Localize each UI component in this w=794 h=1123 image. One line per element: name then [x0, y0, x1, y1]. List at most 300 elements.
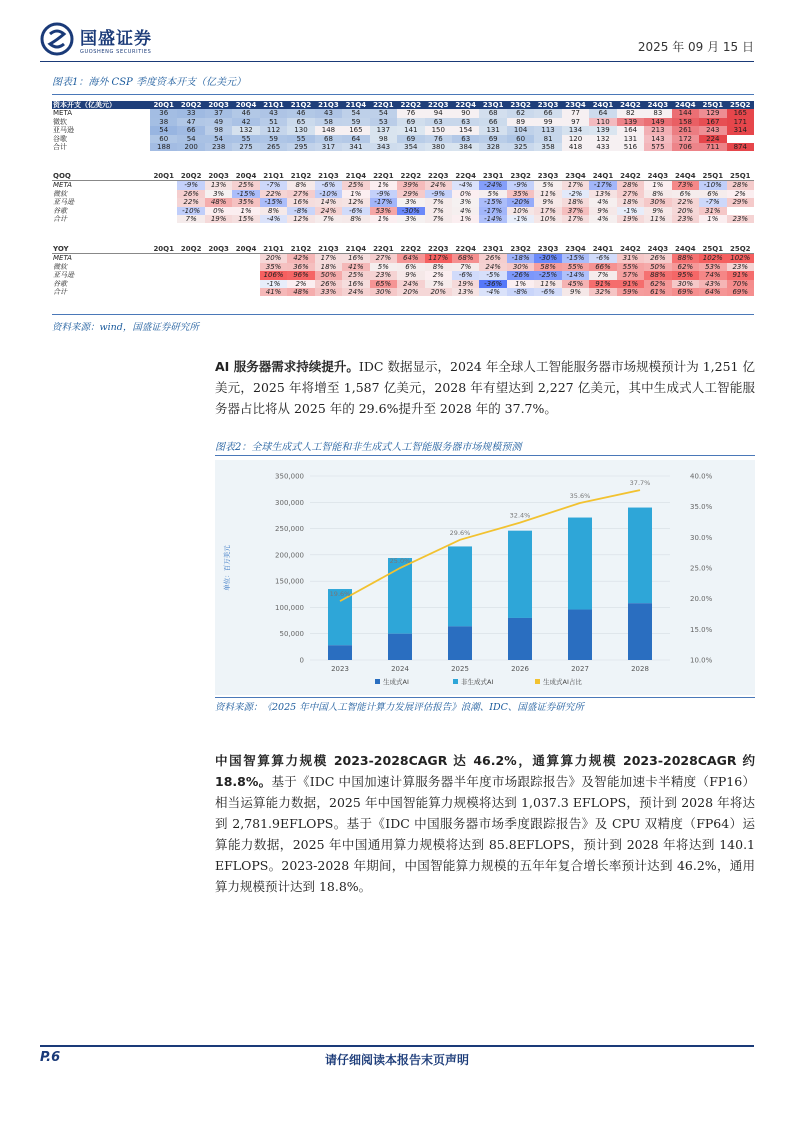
table-cell: 343	[370, 143, 397, 151]
table-cell: 59	[260, 135, 287, 143]
table-cell: 11%	[534, 280, 561, 288]
para2-body: 基于《IDC 中国加速计算服务器半年度市场跟踪报告》及智能加速卡半精度（FP16）相当运算能力数据，2025 年中国智能算力规模将达到 1,037.3 EFLOPS，预计到 2028 年将达到 2,781.9EFLOPS。基于《IDC 中国服务器市场季度跟踪报告》及 CPU 双精度（FP64）运算能力数据，2025 年中国通用算力规模将达到 85.8EFLOPS，预计到 2028 年将达到 140.1 EFLOPS。2023-2028 年期间，中国智能算力规模的五年年复合增长率预计达到 46.2%，通用算力规模预计达到 18.8%。	[215, 774, 755, 894]
table-cell: 0%	[205, 207, 232, 215]
y-tick-label: 200,000	[275, 551, 304, 560]
table-cell: 18%	[617, 198, 644, 206]
period-header: 20Q3	[205, 101, 232, 109]
para1-body: IDC 数据显示，2024 年全球人工智能服务器市场规模预计为 1,251 亿美元，2025 年将增至 1,587 亿美元，2028 年有望达到 2,227 亿美元，其中生成式人工智能服务器占比将从 2025 年的 29.6%提升至 2028 年的 37.7%。	[215, 359, 755, 416]
table-cell: -4%	[260, 215, 287, 223]
table-cell: -24%	[479, 181, 506, 190]
table-cell: 24%	[479, 263, 506, 271]
table-cell: 25%	[342, 181, 369, 190]
period-header: 23Q3	[534, 172, 561, 181]
table-cell: -15%	[232, 190, 259, 198]
table-cell: -15%	[260, 198, 287, 206]
table-cell: 3%	[397, 215, 424, 223]
table-cell: -9%	[507, 181, 534, 190]
table-cell: 7%	[177, 215, 204, 223]
y-tick-label: 300,000	[275, 498, 304, 507]
table-cell: 37%	[562, 207, 589, 215]
table-cell: 171	[727, 118, 754, 126]
table-cell: 28%	[727, 181, 754, 190]
table-cell: -4%	[479, 288, 506, 296]
x-tick-label: 2027	[571, 665, 589, 673]
table-cell: 23%	[727, 263, 754, 271]
period-header: 24Q2	[617, 172, 644, 181]
table-cell: -1%	[260, 280, 287, 288]
table-cell: 132	[232, 126, 259, 134]
table-cell: 54	[150, 126, 177, 134]
table-cell	[205, 280, 232, 288]
y2-tick-label: 15.0%	[690, 625, 713, 634]
table-cell: 154	[452, 126, 479, 134]
period-header: 23Q3	[534, 101, 561, 109]
table-cell: 63	[452, 135, 479, 143]
table-cell: 5%	[370, 263, 397, 271]
period-header: 23Q1	[479, 101, 506, 109]
table-cell: 167	[699, 118, 726, 126]
table-cell: 36	[150, 109, 177, 117]
table-cell: 33	[177, 109, 204, 117]
table-cell	[232, 263, 259, 271]
legend-gen-ai-swatch	[375, 679, 380, 684]
y-tick-label: 100,000	[275, 603, 304, 612]
table-cell: 64	[589, 109, 616, 117]
table-cell: 26%	[315, 280, 342, 288]
table-cell: 2%	[425, 271, 452, 279]
row-label: 微软	[53, 117, 67, 126]
table-cell: 98	[205, 126, 232, 134]
table-cell: 354	[397, 143, 424, 151]
table-cell: 81	[534, 135, 561, 143]
table-row	[52, 215, 754, 223]
share-data-label: 32.4%	[509, 511, 531, 520]
table-cell: -20%	[507, 198, 534, 206]
table-cell: 95%	[672, 271, 699, 279]
period-header: 20Q2	[177, 172, 204, 181]
table-cell: 55	[232, 135, 259, 143]
table-cell: 53%	[699, 263, 726, 271]
table-cell: 14%	[315, 198, 342, 206]
legend-share-swatch	[535, 679, 540, 684]
period-header: 20Q3	[205, 172, 232, 181]
table-cell: 59	[342, 118, 369, 126]
table-cell: 82	[617, 109, 644, 117]
table-cell: 275	[232, 143, 259, 151]
period-header: 21Q1	[260, 172, 287, 181]
period-header: 24Q3	[644, 245, 671, 254]
logo-en: GUOSHENG SECURITIES	[80, 48, 152, 55]
period-header: 20Q1	[150, 245, 177, 254]
table-cell: 50%	[644, 263, 671, 271]
table-cell: 1%	[370, 215, 397, 223]
table-cell: 7%	[315, 215, 342, 223]
table-cell: 22%	[260, 190, 287, 198]
table-cell: 20%	[672, 207, 699, 215]
table-cell: 141	[397, 126, 424, 134]
table-cell: 69	[397, 135, 424, 143]
period-header: 22Q4	[452, 245, 479, 254]
period-header: 21Q3	[315, 245, 342, 254]
table-cell: 134	[562, 126, 589, 134]
table-cell: 9%	[589, 207, 616, 215]
table-cell: 295	[287, 143, 314, 151]
table-cell: 91%	[589, 280, 616, 288]
table-cell: 39%	[397, 181, 424, 190]
table-cell: 7%	[425, 198, 452, 206]
table-cell	[150, 207, 177, 215]
table-cell: 120	[562, 135, 589, 143]
y-tick-label: 250,000	[275, 525, 304, 534]
table-cell: 117%	[425, 254, 452, 263]
table-cell	[150, 215, 177, 223]
table-cell: 94	[425, 109, 452, 117]
table-cell: 150	[425, 126, 452, 134]
period-header: 24Q1	[589, 172, 616, 181]
table-cell: 26%	[177, 190, 204, 198]
table-cell	[177, 254, 204, 263]
table-cell: 91%	[617, 280, 644, 288]
table-cell: -5%	[479, 271, 506, 279]
table-cell	[232, 288, 259, 296]
table-cell: 54	[205, 135, 232, 143]
table-cell: 69	[397, 118, 424, 126]
table-cell: 2%	[287, 280, 314, 288]
period-header: 21Q2	[287, 101, 314, 109]
table-cell: 27%	[617, 190, 644, 198]
table-cell	[150, 288, 177, 296]
table-row	[52, 143, 754, 151]
period-header: 23Q3	[534, 245, 561, 254]
table-cell: 328	[479, 143, 506, 151]
table-cell: 42	[232, 118, 259, 126]
table-header-row	[52, 172, 754, 181]
table-cell: 28%	[617, 181, 644, 190]
period-header: 22Q3	[425, 101, 452, 109]
table-cell: 9%	[397, 271, 424, 279]
table-cell: 25%	[342, 271, 369, 279]
row-label: 合计	[53, 215, 67, 224]
table-cell: 76	[425, 135, 452, 143]
legend-share-label: 生成式AI占比	[543, 678, 582, 686]
table-row	[52, 181, 754, 190]
period-header: 20Q1	[150, 101, 177, 109]
table-cell: 3%	[397, 198, 424, 206]
period-header: 21Q3	[315, 172, 342, 181]
table-cell: 7%	[589, 271, 616, 279]
table-cell: 1%	[699, 215, 726, 223]
table-cell: 31%	[699, 207, 726, 215]
table-cell: 57%	[617, 271, 644, 279]
table-cell: 7%	[425, 215, 452, 223]
table-cell: 46	[232, 109, 259, 117]
period-header: 24Q4	[672, 101, 699, 109]
table-cell: 51	[260, 118, 287, 126]
table-cell: 42%	[287, 254, 314, 263]
period-header: 23Q2	[507, 101, 534, 109]
share-data-label: 19.6%	[329, 590, 351, 599]
table-cell: 10%	[534, 215, 561, 223]
table-cell: 22%	[672, 198, 699, 206]
table-cell: 46	[287, 109, 314, 117]
table-header-label: QOQ	[52, 172, 150, 181]
table-cell	[205, 271, 232, 279]
table-cell: 62	[507, 109, 534, 117]
table-cell: 65%	[370, 280, 397, 288]
table-cell: 433	[589, 143, 616, 151]
x-tick-label: 2025	[451, 665, 469, 673]
table-cell: 96%	[287, 271, 314, 279]
figure1-rule	[52, 94, 754, 95]
table-cell: 130	[287, 126, 314, 134]
table-cell: 69	[479, 135, 506, 143]
row-label: 合计	[53, 288, 67, 297]
table-cell: 238	[205, 143, 232, 151]
table-cell: 66	[534, 109, 561, 117]
row-label: 亚马逊	[53, 271, 74, 280]
table-cell	[150, 198, 177, 206]
period-header: 24Q3	[644, 101, 671, 109]
table-cell: 66%	[589, 263, 616, 271]
period-header: 23Q4	[562, 101, 589, 109]
table-cell: 35%	[232, 198, 259, 206]
row-label: 微软	[53, 189, 67, 198]
table-cell: 53%	[370, 207, 397, 215]
bar-gen-ai	[508, 618, 532, 660]
table-cell: 76	[397, 109, 424, 117]
table-cell: 164	[617, 126, 644, 134]
table-cell: 4%	[589, 215, 616, 223]
table-cell	[232, 254, 259, 263]
table-cell: 265	[260, 143, 287, 151]
y-tick-label: 50,000	[279, 630, 304, 639]
row-label: META	[53, 254, 72, 263]
table-cell: 8%	[425, 263, 452, 271]
period-header: 22Q1	[370, 172, 397, 181]
period-header: 23Q1	[479, 172, 506, 181]
period-header: 24Q2	[617, 101, 644, 109]
x-tick-label: 2028	[631, 665, 649, 673]
table-cell: 33%	[315, 288, 342, 296]
table-cell: 41%	[260, 288, 287, 296]
table-cell: 27%	[287, 190, 314, 198]
table-cell: 74%	[699, 271, 726, 279]
x-tick-label: 2024	[391, 665, 409, 673]
period-header: 24Q1	[589, 245, 616, 254]
table-cell	[150, 280, 177, 288]
table-cell: 418	[562, 143, 589, 151]
figure2-chart-area	[215, 460, 755, 695]
table-cell: 54	[342, 109, 369, 117]
table-cell: 112	[260, 126, 287, 134]
table-cell: 26%	[479, 254, 506, 263]
table-cell: 37	[205, 109, 232, 117]
table-cell: 30%	[370, 288, 397, 296]
table-cell: 25%	[232, 181, 259, 190]
table-cell: 50%	[315, 271, 342, 279]
period-header: 22Q1	[370, 101, 397, 109]
table-cell: -4%	[452, 181, 479, 190]
y2-tick-label: 10.0%	[690, 656, 713, 665]
table-cell: -14%	[479, 215, 506, 223]
table-cell: 380	[425, 143, 452, 151]
table-cell: 6%	[397, 263, 424, 271]
table-cell: 43%	[699, 280, 726, 288]
table-cell: 3%	[205, 190, 232, 198]
table-cell: 32%	[589, 288, 616, 296]
table-cell: 62%	[644, 280, 671, 288]
table-cell: -10%	[699, 181, 726, 190]
figure2-title: 图表2：全球生成式人工智能和非生成式人工智能服务器市场规模预测	[215, 442, 522, 453]
table-cell: 64%	[699, 288, 726, 296]
table-cell: 165	[342, 126, 369, 134]
table-cell: 66	[177, 126, 204, 134]
table-cell: 148	[315, 126, 342, 134]
server-market-chart	[215, 460, 755, 695]
table-cell: 8%	[260, 207, 287, 215]
table-cell: 61%	[644, 288, 671, 296]
table-cell	[232, 280, 259, 288]
period-header: 21Q4	[342, 172, 369, 181]
row-label: 微软	[53, 262, 67, 271]
table-cell	[205, 263, 232, 271]
table-cell: -17%	[479, 207, 506, 215]
table-cell: 1%	[232, 207, 259, 215]
table-cell: 55%	[617, 263, 644, 271]
x-tick-label: 2023	[331, 665, 349, 673]
table-cell	[150, 263, 177, 271]
table-cell: -10%	[177, 207, 204, 215]
y2-tick-label: 40.0%	[690, 472, 713, 481]
table-cell: 8%	[342, 215, 369, 223]
table-cell: 12%	[342, 198, 369, 206]
period-header: 21Q4	[342, 101, 369, 109]
table-cell: -14%	[562, 271, 589, 279]
table-cell: 45%	[562, 280, 589, 288]
table-cell: 102%	[727, 254, 754, 263]
table-cell	[727, 207, 754, 215]
period-header: 20Q3	[205, 245, 232, 254]
table-cell: 58	[315, 118, 342, 126]
table-cell: 5%	[534, 181, 561, 190]
legend-nongen-ai-label: 非生成式AI	[461, 678, 494, 686]
footer-disclaimer: 请仔细阅读本报告末页声明	[324, 1053, 469, 1067]
table-cell: 77	[562, 109, 589, 117]
table-cell: 8%	[644, 190, 671, 198]
table-cell: 224	[699, 135, 726, 143]
table-cell: 24%	[397, 280, 424, 288]
table-cell	[150, 190, 177, 198]
table-cell: 102%	[699, 254, 726, 263]
table-cell: 12%	[287, 215, 314, 223]
table-cell: -9%	[425, 190, 452, 198]
table-cell: 575	[644, 143, 671, 151]
table-cell: -1%	[617, 207, 644, 215]
table-cell: 4%	[452, 207, 479, 215]
table-cell: 13%	[452, 288, 479, 296]
table-cell: 711	[699, 143, 726, 151]
table-cell: 49	[205, 118, 232, 126]
table-cell: 38	[150, 118, 177, 126]
period-header: 23Q2	[507, 245, 534, 254]
table-cell: 106%	[260, 271, 287, 279]
table-cell	[150, 254, 177, 263]
table-cell	[177, 271, 204, 279]
table-cell: 24%	[425, 181, 452, 190]
table-cell: 17%	[534, 207, 561, 215]
table-cell: 35%	[260, 263, 287, 271]
row-label: 亚马逊	[53, 198, 74, 207]
table-cell: 18%	[315, 263, 342, 271]
period-header: 24Q3	[644, 172, 671, 181]
table-cell: 113	[534, 126, 561, 134]
table-cell: 5%	[479, 190, 506, 198]
table-cell: 19%	[452, 280, 479, 288]
table-cell: 165	[727, 109, 754, 117]
table-cell: 23%	[672, 215, 699, 223]
table-cell: 3%	[452, 198, 479, 206]
period-header: 24Q4	[672, 172, 699, 181]
table-cell: 99	[534, 118, 561, 126]
table-row	[52, 126, 754, 134]
period-header: 23Q2	[507, 172, 534, 181]
table-row	[52, 190, 754, 198]
table-row	[52, 280, 754, 288]
table-cell: 104	[507, 126, 534, 134]
table-cell: -1%	[507, 215, 534, 223]
table-cell: 19%	[205, 215, 232, 223]
table-cell: 6%	[699, 190, 726, 198]
share-data-label: 29.6%	[449, 528, 471, 537]
table-header-label: YOY	[52, 245, 150, 254]
period-header: 21Q1	[260, 101, 287, 109]
table-cell: -6%	[589, 254, 616, 263]
period-header: 25Q2	[727, 245, 754, 254]
table-cell: 97	[562, 118, 589, 126]
bar-gen-ai	[448, 626, 472, 660]
y-tick-label: 150,000	[275, 577, 304, 586]
table-cell: 31%	[617, 254, 644, 263]
table-cell: 17%	[562, 215, 589, 223]
y2-tick-label: 30.0%	[690, 533, 713, 542]
table-cell: -6%	[534, 288, 561, 296]
bar-gen-ai	[628, 603, 652, 660]
table-cell: 10%	[507, 207, 534, 215]
table-row	[52, 135, 754, 143]
table-cell: 137	[370, 126, 397, 134]
table-cell: 65	[287, 118, 314, 126]
table-cell: 29%	[397, 190, 424, 198]
table-cell: 11%	[534, 190, 561, 198]
table-cell: 341	[342, 143, 369, 151]
period-header: 21Q2	[287, 172, 314, 181]
table-cell: 48%	[205, 198, 232, 206]
table-cell: 62%	[672, 263, 699, 271]
table-cell: 63	[452, 118, 479, 126]
para1-lead: AI 服务器需求持续提升。	[215, 359, 359, 374]
table-cell: -6%	[342, 207, 369, 215]
paragraph-ai-server	[215, 356, 755, 419]
table-row	[52, 288, 754, 296]
period-header: 22Q2	[397, 172, 424, 181]
table-cell	[177, 263, 204, 271]
table-cell: 317	[315, 143, 342, 151]
table-cell: 83	[644, 109, 671, 117]
bar-nongen-ai	[448, 546, 472, 626]
bar-nongen-ai	[628, 508, 652, 604]
table-cell: 69%	[727, 288, 754, 296]
period-header: 25Q1	[727, 172, 754, 181]
